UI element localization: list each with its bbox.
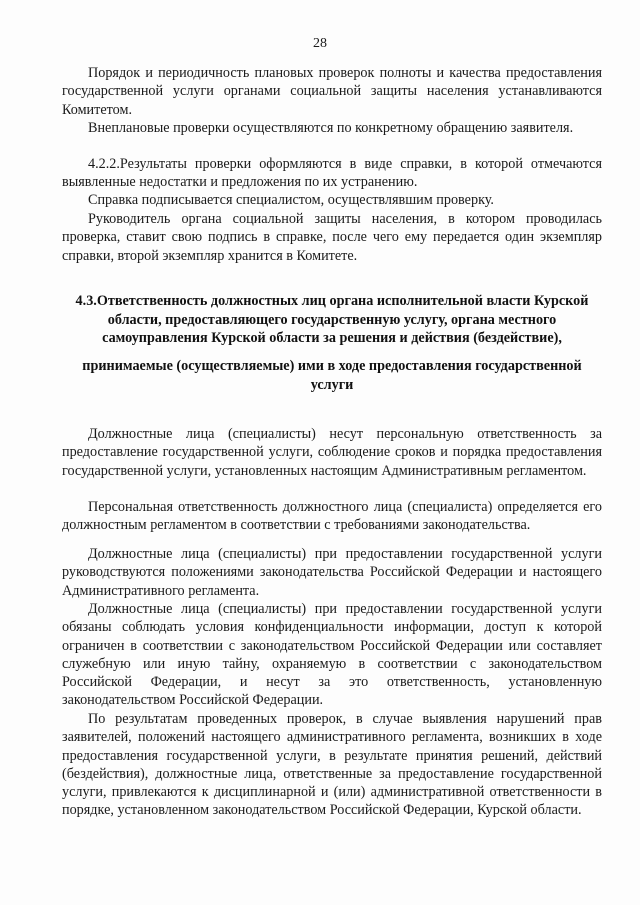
paragraph-disciplinary-liability: По результатам проведенных проверок, в случае выявления нарушений прав заявителей, положений настоящего административного регламента, возникших в ходе предоставления государственной услуги, в результате принятия решений, действий (бездействия), должностные лица, ответственные за предоставление государственной услуги, привлекаются к дисциплинарной и (или) административной ответственности в порядке, установленном законодательством Российской Федерации, Курской области. [62,711,602,819]
paragraph-inspection-order: Порядок и периодичность плановых проверок полноты и качества предоставления государственной услуги органами социальной защиты населения устанавливаются Комитетом. [62,65,602,118]
paragraph-official-regulation: Персональная ответственность должностного лица (специалиста) определяется его должностным регламентом в соответствии с требованиями законодательства. [62,499,602,534]
section-heading-4-3: 4.3.Ответственность должностных лиц органа исполнительной власти Курской области, предоставляющего государственную услугу, органа местного самоуправления Курской области за решения и действия (бездействие), [75,293,589,346]
paragraph-confidentiality: Должностные лица (специалисты) при предоставлении государственной услуги обязаны соблюдать условия конфиденциальности информации, доступ к которой ограничен в соответствии с законодательством Российской Федерации или составляет служебную или иную тайну, охраняемую в соответствии с законодательством Российской Федерации, и несут за это ответственность, установленную законодательством Российской Федерации. [62,601,602,709]
paragraph-inspection-results: 4.2.2.Результаты проверки оформляются в виде справки, в которой отмечаются выявленные недостатки и предложения по их устранению. [62,156,602,191]
paragraph-legislation-guidance: Должностные лица (специалисты) при предоставлении государственной услуги руководствуются положениями законодательства Российской Федерации и настоящего Административного регламента. [62,546,602,599]
page-number: 28 [313,36,327,51]
paragraph-personal-responsibility: Должностные лица (специалисты) несут персональную ответственность за предоставление государственной услуги, соблюдение сроков и порядка предоставления государственной услуги, установленных настоящим Административным регламентом. [62,426,602,479]
paragraph-head-signature: Руководитель органа социальной защиты населения, в котором проводилась проверка, ставит свою подпись в справке, после чего ему передается один экземпляр справки, второй экземпляр хранится в Комитете. [62,211,602,264]
paragraph-unscheduled-inspections: Внеплановые проверки осуществляются по конкретному обращению заявителя. [88,120,574,136]
paragraph-certificate-signed: Справка подписывается специалистом, осуществлявшим проверку. [88,192,494,208]
section-heading-4-3-continued: принимаемые (осуществляемые) ими в ходе предоставления государственной услуги [82,358,582,393]
